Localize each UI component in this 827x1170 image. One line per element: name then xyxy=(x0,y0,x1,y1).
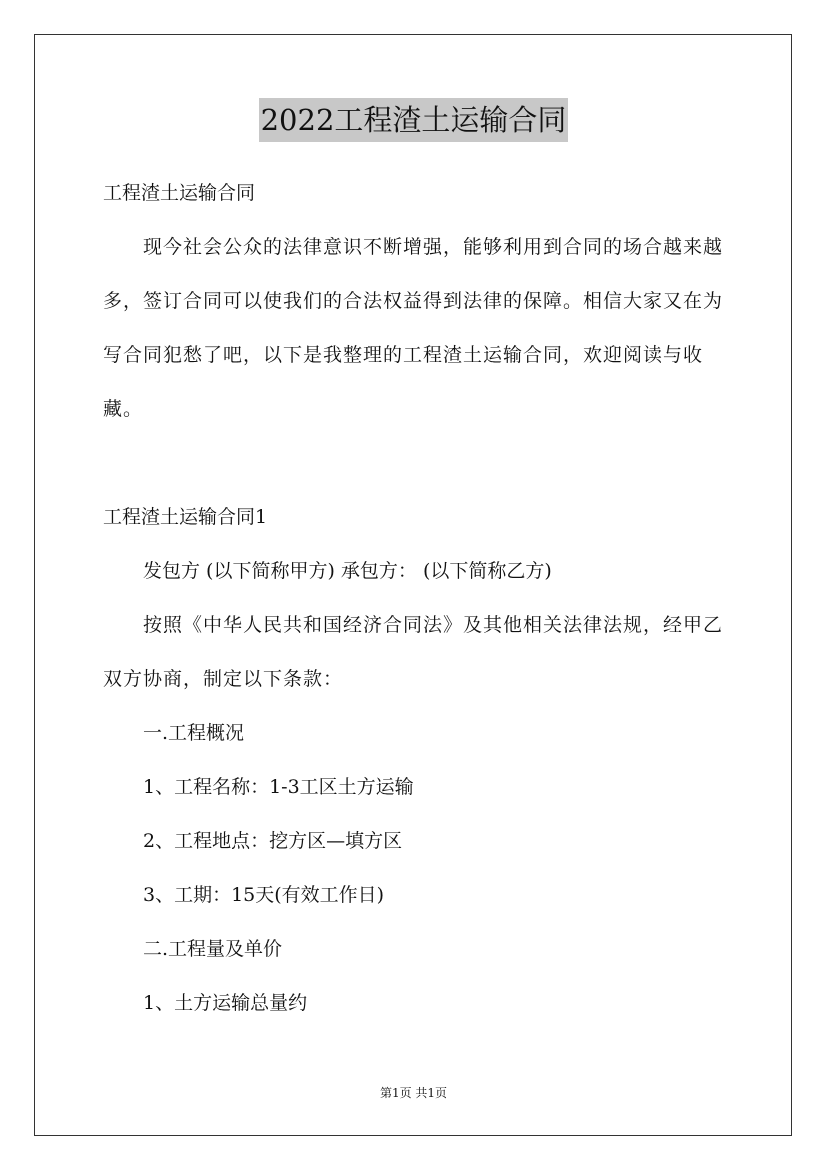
parties-line: 发包方 (以下简称甲方) 承包方： (以下简称乙方) xyxy=(143,560,552,582)
document-body xyxy=(103,166,727,1030)
basis-paragraph: 按照《中华人民共和国经济合同法》及其他相关法律法规，经甲乙双方协商，制定以下条款： xyxy=(103,614,724,690)
clause-item: 3、工期：15天(有效工作日) xyxy=(143,884,385,906)
section-title: 工程渣土运输合同1 xyxy=(103,506,268,528)
clause-item: 1、土方运输总量约 xyxy=(143,992,308,1014)
intro-paragraph: 现今社会公众的法律意识不断增强，能够利用到合同的场合越来越多，签订合同可以使我们的合法权益得到法律的保障。相信大家又在为写合同犯愁了吧，以下是我整理的工程渣土运输合同，欢迎阅读与收藏。 xyxy=(103,236,724,420)
document-title: 2022工程渣土运输合同 xyxy=(259,98,569,142)
clause-item: 2、工程地点：挖方区—填方区 xyxy=(143,830,403,852)
document-subtitle: 工程渣土运输合同 xyxy=(103,182,256,204)
title-container xyxy=(0,98,827,142)
clause-item: 一.工程概况 xyxy=(143,722,245,744)
clause-item: 1、工程名称：1-3工区土方运输 xyxy=(143,776,414,798)
clause-item: 二.工程量及单价 xyxy=(143,938,283,960)
page-footer: 第1页 共1页 xyxy=(379,1086,448,1100)
paragraph-spacer xyxy=(103,436,727,490)
